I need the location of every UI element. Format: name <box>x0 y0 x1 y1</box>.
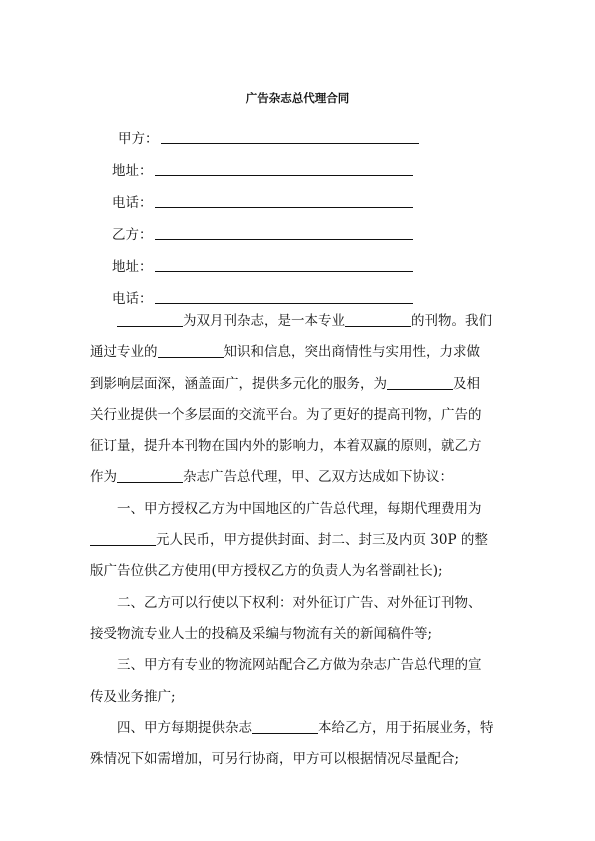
text-segment: 二、乙方可以行使以下权利：对外征订广告、对外征订刊物、 <box>117 594 482 611</box>
party-a-address-label: 地址： <box>112 163 153 179</box>
paragraph-line <box>90 713 508 744</box>
paragraph-line <box>90 369 508 400</box>
text-segment: 为双月刊杂志，是一本专业 <box>183 313 345 329</box>
contract-body <box>90 306 508 775</box>
paragraph-line <box>90 494 508 525</box>
fill-blank <box>345 312 411 327</box>
text-segment: 征订量，提升本刊物在国内外的影响力，本着双赢的原则，就乙方 <box>90 438 482 455</box>
paragraph-line <box>90 744 508 775</box>
text-segment: 本给乙方，用于拓展业务，特 <box>318 719 494 736</box>
text-segment: 通过专业的 <box>90 344 158 361</box>
fill-blank <box>117 468 183 483</box>
text-segment: 接受物流专业人士的投稿及采编与物流有关的新闻稿件等; <box>90 625 433 642</box>
party-a-address-blank <box>155 175 413 176</box>
party-b-address-blank <box>155 271 413 272</box>
text-segment: 及相 <box>453 375 480 392</box>
party-b-address-row <box>0 255 595 275</box>
party-b-phone-label: 电话： <box>112 291 153 307</box>
text-segment: 作为 <box>90 469 117 486</box>
fill-blank <box>117 312 183 327</box>
paragraph-line <box>90 306 508 337</box>
party-a-phone-label: 电话： <box>112 195 153 211</box>
fill-blank <box>90 531 156 546</box>
paragraph-line <box>90 682 508 713</box>
text-segment: 三、甲方有专业的物流网站配合乙方做为杂志广告总代理的宣 <box>117 657 482 674</box>
party-b-address-label: 地址： <box>112 259 153 275</box>
party-a-blank <box>161 143 419 144</box>
party-b-blank <box>155 239 413 240</box>
fill-blank <box>158 343 224 358</box>
text-segment: 的刊物。我们 <box>411 313 492 329</box>
paragraph-line <box>90 650 508 681</box>
text-segment: 知识和信息，突出商情性与实用性，力求做 <box>223 344 480 361</box>
text-segment: 元人民币，甲方提供封面、封二、封三及内页 30P 的整 <box>156 532 488 549</box>
text-segment: 一、甲方授权乙方为中国地区的广告总代理，每期代理费用为 <box>117 500 482 517</box>
party-a-address-row <box>0 159 595 179</box>
paragraph-line <box>90 462 508 493</box>
paragraph-line <box>90 556 508 587</box>
paragraph-line <box>90 619 508 650</box>
party-a-row <box>0 127 595 147</box>
fill-blank <box>252 719 318 734</box>
paragraph-line <box>90 400 508 431</box>
party-a-phone-row <box>0 191 595 211</box>
text-segment: 传及业务推广; <box>90 688 176 705</box>
document-title: 广告杂志总代理合同 <box>245 91 350 105</box>
text-segment: 四、甲方每期提供杂志 <box>117 719 252 736</box>
paragraph-line <box>90 337 508 368</box>
paragraph-line <box>90 525 508 556</box>
text-segment: 关行业提供一个多层面的交流平台。为了更好的提高刊物，广告的 <box>90 406 482 423</box>
party-b-row <box>0 223 595 243</box>
party-a-label: 甲方： <box>118 131 159 147</box>
party-b-phone-row <box>0 287 595 307</box>
fill-blank <box>387 375 453 390</box>
party-b-label: 乙方： <box>112 227 153 243</box>
text-segment: 版广告位供乙方使用(甲方授权乙方的负责人为名誉副社长); <box>90 563 443 580</box>
paragraph-line <box>90 588 508 619</box>
paragraph-line <box>90 431 508 462</box>
party-b-phone-blank <box>155 303 413 304</box>
text-segment: 杂志广告总代理，甲、乙双方达成如下协议： <box>183 469 453 486</box>
party-a-phone-blank <box>155 207 413 208</box>
text-segment: 殊情况下如需增加，可另行协商，甲方可以根据情况尽量配合; <box>90 751 460 768</box>
text-segment: 到影响层面深，涵盖面广，提供多元化的服务，为 <box>90 375 387 392</box>
